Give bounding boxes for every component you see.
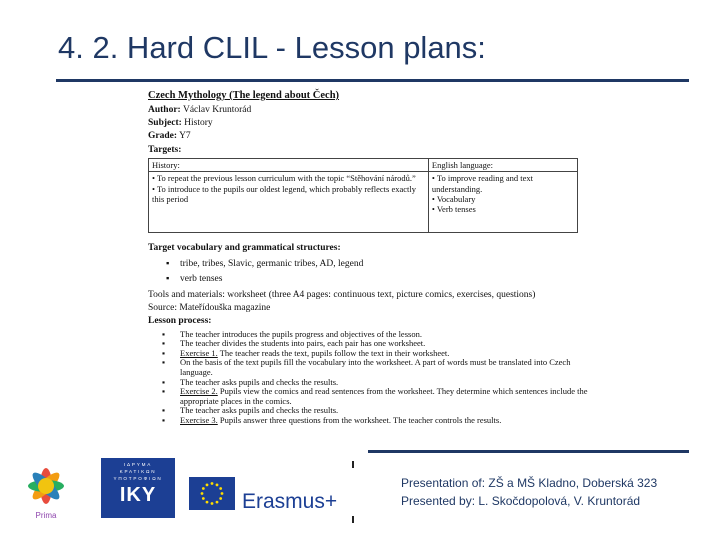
document-heading: Czech Mythology (The legend about Čech) [148,90,340,101]
history-target-item: • To introduce to the pupils our oldest legend, which probably reflects exactly this period [152,183,417,204]
history-targets [149,172,429,233]
author-value: Václav Kruntorád [182,104,252,115]
divider-tick [352,516,354,523]
divider-tick [352,461,354,468]
english-header: English language: [428,159,577,172]
process-step: ▪ The teacher asks pupils and checks the results. [160,378,588,388]
eu-star [206,501,209,504]
iky-wordmark: IKY [119,484,157,506]
vocabulary-item: ▪ verb tenses [168,274,588,285]
history-target-item: • To repeat the previous lesson curriculum with the topic “Stěhování národů.” [152,173,416,184]
lesson-plan-document [148,90,588,426]
grade-value: Y7 [179,131,191,142]
eu-star [202,497,205,500]
process-step: ▪ Exercise 1. The teacher reads the text, pupils follow the text in their worksheet. [160,349,588,359]
eu-star [211,482,214,485]
eu-star [201,492,204,495]
source-line: Source: Mateřídouška magazine [148,302,271,313]
english-targets [428,172,577,233]
grade-label: Grade: [148,131,178,142]
vocabulary-item: ▪ tribe, tribes, Slavic, germanic tribes, AD, legend [168,259,588,270]
eu-star [216,501,219,504]
process-heading: Lesson process: [148,316,212,327]
eu-star [221,492,224,495]
english-target-item: • Vocabulary [431,193,476,204]
history-header: History: [149,159,429,172]
erasmus-plus-logo: Erasmus+ [242,490,338,513]
eu-star [219,487,222,490]
presentation-of: Presentation of: ZŠ a MŠ Kladno, Doberská 323 [401,476,658,490]
school-star-logo [4,456,88,520]
process-step: ▪ On the basis of the text pupils fill the vocabulary into the worksheet. A part of words must be translated into Czech language. [160,358,588,377]
eu-flag-icon [189,477,235,510]
footer-rule [368,450,689,453]
exercise-label: Exercise 3. [180,415,218,426]
tools-line: Tools and materials: worksheet (three A4 pages: continuous text, picture comics, exercises, questions) [148,289,536,300]
star-caption: Prima [35,511,57,520]
eu-star [216,483,219,486]
process-step: ▪ The teacher divides the students into pairs, each pair has one worksheet. [160,339,588,349]
targets-label: Targets: [148,144,182,155]
subject-line [148,118,588,129]
title-underline [56,79,689,82]
iky-logo [101,458,175,518]
vocabulary-heading: Target vocabulary and grammatical structures: [148,243,341,254]
eu-star [211,502,214,505]
author-label: Author: [148,104,181,115]
process-step: ▪ The teacher asks pupils and checks the results. [160,406,588,416]
process-step: ▪ Exercise 2. Pupils view the comics and read sentences from the worksheet. They determine which sentences include the appropriate places in the comics. [160,387,588,406]
exercise-label: Exercise 2. [180,386,218,397]
english-target-item: • Verb tenses [431,203,476,214]
vocabulary-list [168,259,588,286]
iky-tagline: ΙΔΡΥΜΑ ΚΡΑΤΙΚΩΝ ΥΠΟΤΡΟΦΙΩΝ [113,462,163,481]
targets-table [148,158,578,233]
subject-value: History [184,117,213,128]
eu-star [219,497,222,500]
english-target-item: • To improve reading and text understanding. [431,173,534,194]
slide-title: 4. 2. Hard CLIL - Lesson plans: [58,30,486,65]
process-step: ▪ The teacher introduces the pupils progress and objectives of the lesson. [160,330,588,340]
presented-by: Presented by: L. Skočdopolová, V. Kruntorád [401,494,641,508]
eu-star [202,487,205,490]
author-line [148,105,588,116]
eu-star [206,483,209,486]
process-list [160,330,588,426]
footer-credits [401,474,657,510]
process-step: ▪ Exercise 3. Pupils answer three questions from the worksheet. The teacher controls the results. [160,416,588,426]
subject-label: Subject: [148,117,182,128]
grade-line [148,131,588,142]
exercise-label: Exercise 1. [180,347,218,358]
